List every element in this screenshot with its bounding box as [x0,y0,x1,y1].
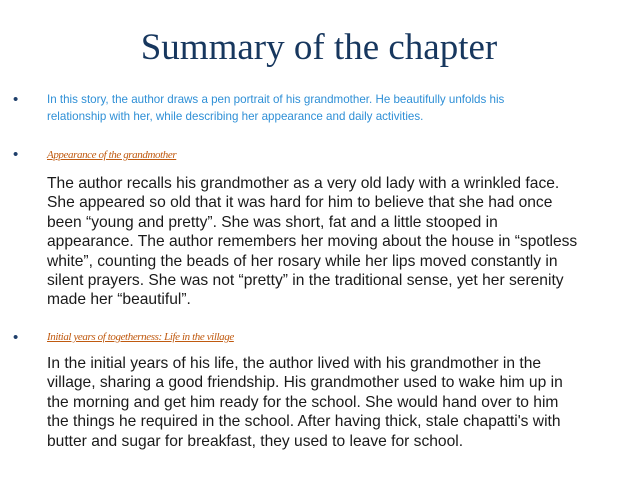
paragraph-line: In the initial years of his life, the author lived with his grandmother in the [47,355,542,372]
paragraph-line: butter and sugar for breakfast, they used to leave for school. [47,432,464,450]
intro-line: In this story, the author draws a pen portrait of his grandmother. He beautifully unfolds his [47,93,505,106]
paragraph-line: made her “beautiful”. [47,291,191,309]
intro-text [47,91,627,125]
appearance-paragraph [47,174,632,310]
initial-years-paragraph [47,354,632,451]
paragraph-line: the things he required in the school. After having thick, stale chapatti's with [47,413,561,431]
section-heading-initial-years: Initial years of togetherness: Life in the village [47,331,234,343]
section-heading-appearance: Appearance of the grandmother [47,149,177,161]
paragraph-line: the morning and get him ready for the school. She would hand over to him [47,393,559,411]
bullet-marker: • [13,146,19,163]
paragraph-line: silent prayers. She was not “pretty” in the traditional sense, yet her serenity [47,272,564,290]
slide-title: Summary of the chapter [140,27,498,68]
paragraph-line: The author recalls his grandmother as a very old lady with a wrinkled face. [47,175,560,192]
paragraph-line: village, sharing a good friendship. His grandmother used to wake him up in [47,374,563,392]
bullet-marker: • [13,329,19,346]
intro-line: relationship with her, while describing her appearance and daily activities. [47,110,424,123]
bullet-marker: • [13,91,19,108]
paragraph-line: appearance. The author remembers her moving about the house in “spotless [47,233,578,251]
paragraph-line: white”, counting the beads of her rosary while her lips moved constantly in [47,252,558,270]
paragraph-line: been “young and pretty”. She was short, fat and a little stooped in [47,213,498,231]
paragraph-line: She appeared so old that it was hard for him to believe that she had once [47,194,553,212]
